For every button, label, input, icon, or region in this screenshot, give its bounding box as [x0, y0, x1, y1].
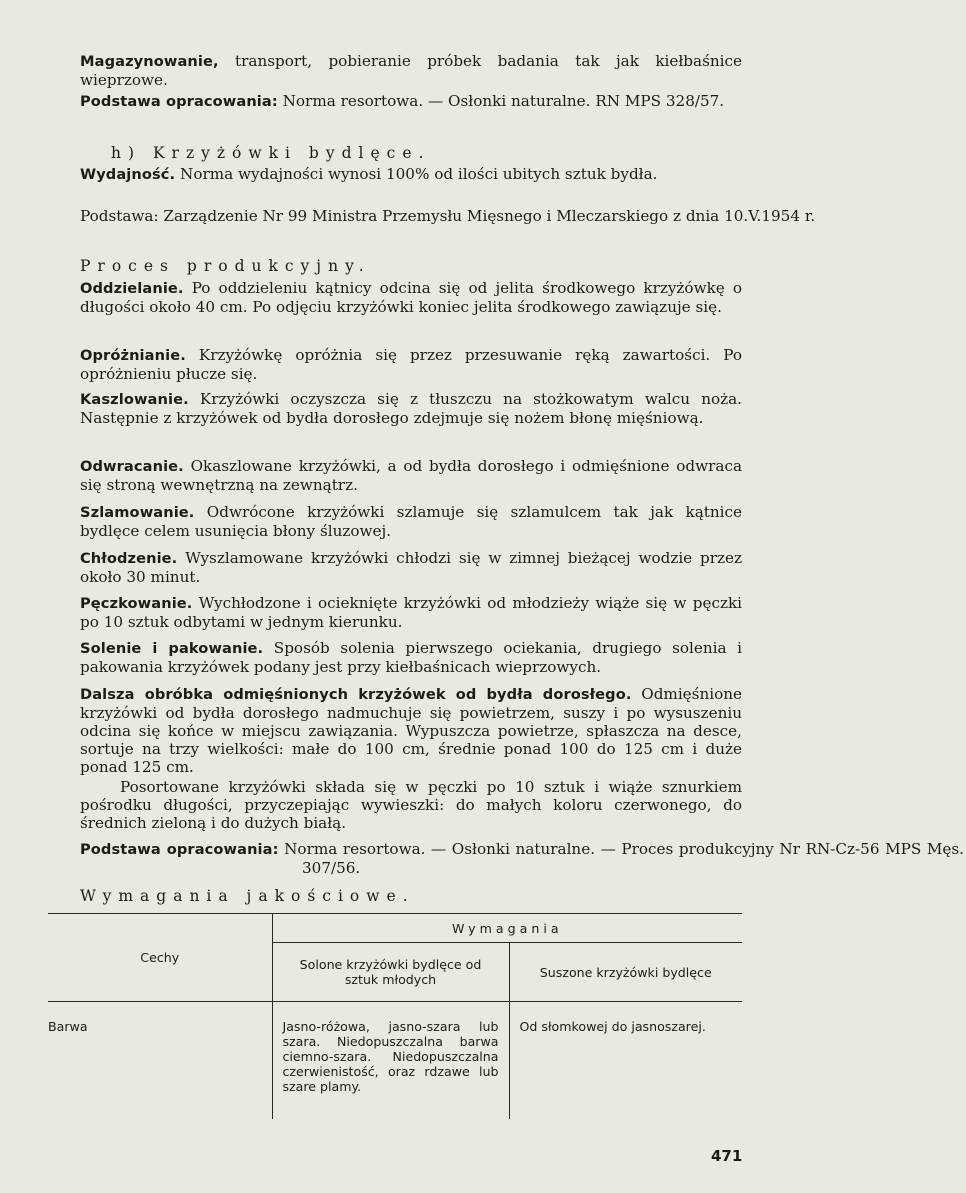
page-number: 471 [711, 1147, 743, 1165]
paragraph-podstawa-2 [80, 207, 828, 225]
paragraph-text: Po oddzieleniu kątnicy odcina się od jelita środkowego krzyżówkę o długości około 40 cm. Po odjęciu krzyżówki koniec jelita środkowego zawiązuje się. [80, 279, 743, 316]
paragraph-odwracanie [80, 457, 742, 494]
paragraph-oddzielanie [80, 279, 742, 316]
paragraph-text: Wychłodzone i ocieknięte krzyżówki od młodzieży wiąże się w pęczki po 10 sztuk odbytami w jednym kierunku. [80, 594, 743, 631]
paragraph-label: Szlamowanie. [80, 504, 195, 521]
paragraph-label: Oddzielanie. [80, 280, 184, 297]
paragraph-wydajnosc [80, 165, 742, 184]
paragraph-text: Krzyżówki oczyszcza się z tłuszczu na stożkowatym walcu noża. Następnie z krzyżówek od bydła dorosłego zdejmuje się nożem błonę mięśniową. [80, 390, 742, 427]
paragraph-label: Podstawa: [80, 207, 159, 225]
paragraph-dalsza-obrobka [80, 685, 742, 776]
proces-heading: Proces produkcyjny. [80, 257, 371, 275]
paragraph-label: Magazynowanie, [80, 53, 219, 70]
paragraph-posortowane [80, 778, 742, 832]
paragraph-text: Odmięśnione krzyżówki od bydła dorosłego nadmuchuje się powietrzem, suszy i po wysuszeniu odcina się końce w miejscu zawiązania. Wypuszcza powietrze, spłaszcza na desce, sortuje na trzy wielkości: małe do 100 cm, średnie ponad 100 do 125 cm i duże ponad 125 cm. [80, 685, 743, 776]
paragraph-label: Opróżnianie. [80, 347, 186, 364]
column-header-cechy: Cechy [140, 950, 180, 965]
cell-solone: Jasno-różowa, jasno-szara lub szara. Niedopuszczalna barwa ciemno-szara. Niedopuszczalna czerwienistość, oraz rdzawe lub szare plamy. [272, 1002, 509, 1120]
column-header-solone: Solone krzyżówki bydlęce od sztuk młodych [272, 943, 509, 1002]
cell-cecha: Barwa [48, 1019, 88, 1034]
table-header-row [48, 914, 742, 943]
paragraph-label: Solenie i pakowanie. [80, 640, 264, 657]
paragraph-peczkowanie [80, 594, 742, 631]
paragraph-label: Odwracanie. [80, 458, 184, 475]
paragraph-label: Wydajność. [80, 166, 176, 183]
paragraph-podstawa-1 [80, 92, 966, 111]
paragraph-oproznianie [80, 346, 742, 383]
paragraph-label: Dalsza obróbka odmięśnionych krzyżówek od bydła dorosłego. [80, 686, 632, 703]
paragraph-text: Zarządzenie Nr 99 Ministra Przemysłu Mięsnego i Mleczarskiego z dnia 10.V.1954 r. [163, 207, 816, 225]
paragraph-kaszlowanie [80, 390, 742, 427]
cell-suszone: Od słomkowej do jasnoszarej. [509, 1002, 742, 1120]
paragraph-text: Norma wydajności wynosi 100% od ilości ubitych sztuk bydła. [180, 165, 658, 183]
group-header-wymagania: Wymagania [272, 914, 742, 943]
paragraph-chlodzenie [80, 549, 742, 586]
paragraph-label: Podstawa opracowania: [80, 93, 278, 110]
requirements-table [48, 913, 742, 1119]
paragraph-solenie [80, 639, 742, 676]
paragraph-text: Sposób solenia pierwszego ociekania, drugiego solenia i pakowania krzyżówek podany jest przy kiełbaśnicach wieprzowych. [80, 639, 742, 676]
paragraph-text: Posortowane krzyżówki składa się w pęczki po 10 sztuk i wiąże sznurkiem pośrodku długości, przyczepiając wywieszki: do małych koloru czerwonego, do średnich zieloną i do dużych białą. [80, 778, 742, 832]
paragraph-text: Okaszlowane krzyżówki, a od bydła dorosłego i odmięśnione odwraca się stroną wewnętrzną na zewnątrz. [80, 457, 742, 494]
column-header-suszone: Suszone krzyżówki bydlęce [509, 943, 742, 1002]
paragraph-text: Odwrócone krzyżówki szlamuje się szlamulcem tak jak kątnice bydlęce celem usunięcia błony śluzowej. [80, 503, 742, 540]
paragraph-text: Krzyżówkę opróżnia się przez przesuwanie ręką zawartości. Po opróżnieniu płucze się. [80, 346, 742, 383]
paragraph-podstawa-3 [80, 840, 964, 877]
paragraph-szlamowanie [80, 503, 742, 540]
table-row [48, 1002, 742, 1120]
paragraph-text: transport, pobieranie próbek badania tak jak kiełbaśnice wieprzowe. [80, 52, 742, 89]
paragraph-label: Podstawa opracowania: [80, 841, 279, 858]
paragraph-text: Norma resortowa. — Osłonki naturalne. — Proces produkcyjny Nr RN-Cz-56 MPS Męs. 307/56. [284, 840, 964, 877]
paragraph-text: Wyszlamowane krzyżówki chłodzi się w zimnej bieżącej wodzie przez około 30 minut. [80, 549, 742, 586]
paragraph-label: Pęczkowanie. [80, 595, 193, 612]
paragraph-label: Kaszlowanie. [80, 391, 189, 408]
paragraph-text: Norma resortowa. — Osłonki naturalne. RN MPS 328/57. [282, 92, 725, 110]
section-heading-h: h) Krzyżówki bydlęce. [111, 144, 431, 162]
paragraph-label: Chłodzenie. [80, 550, 178, 567]
quality-heading: Wymagania jakościowe. [80, 887, 415, 905]
paragraph-magazynowanie [80, 52, 742, 89]
